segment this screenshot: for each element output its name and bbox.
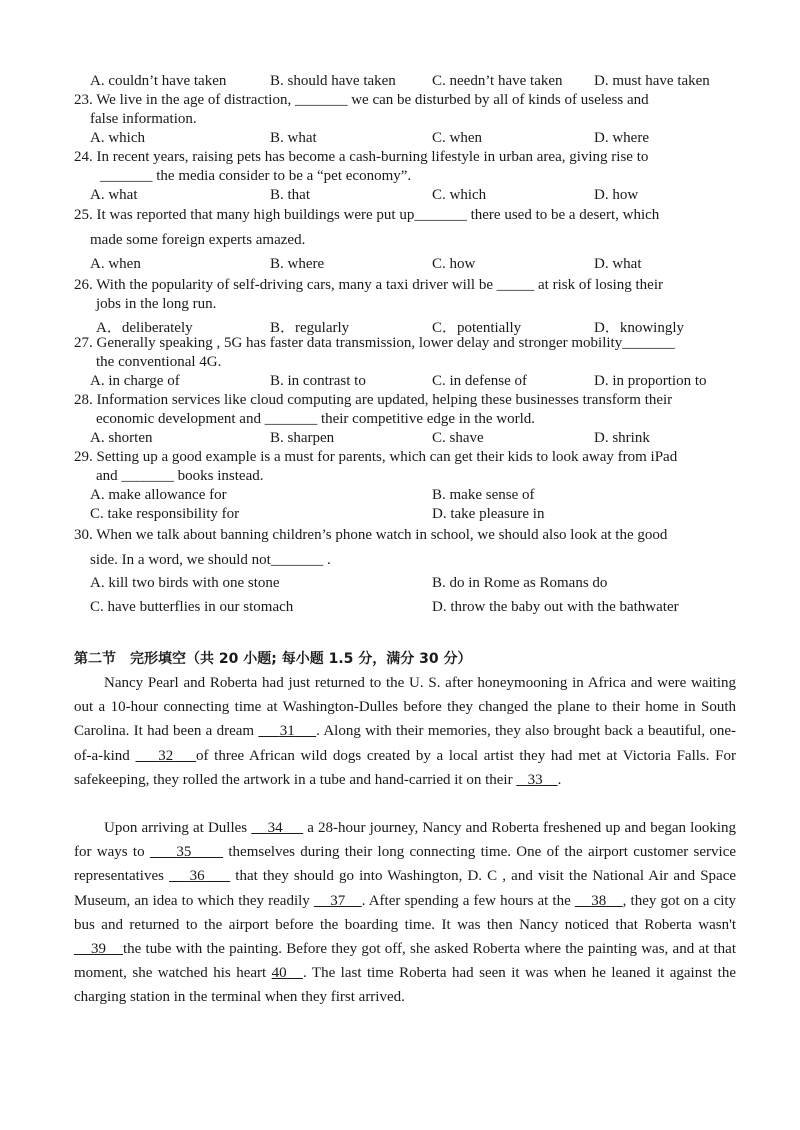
p2-text-2: a 28-hour journey, Nancy and Roberta freshened up and began looking for ways to bbox=[74, 820, 736, 861]
q25-option-b[interactable]: B. where bbox=[270, 256, 325, 272]
q26-option-a[interactable]: A．deliberately bbox=[96, 320, 193, 336]
q30-option-a[interactable]: A. kill two birds with one stone bbox=[90, 575, 280, 591]
p2-text-3: themselves during their long connecting time. One of the airport customer service representatives bbox=[74, 844, 737, 885]
q22-option-a[interactable]: A. couldn’t have taken bbox=[90, 73, 227, 89]
q25-stem-line1: 25. It was reported that many high buildings were put up_______ there used to be a desert, which bbox=[74, 207, 660, 223]
q25-option-c[interactable]: C. how bbox=[432, 256, 476, 272]
p2-text-4: that they should go into Washington, D. C , and visit the National Air and Space Museum, an idea to which they readily bbox=[74, 868, 737, 909]
p2-text-8: . The last time Roberta had seen it was when he leaned it against the charging station in the terminal when they first arrived. bbox=[74, 965, 736, 1006]
p1-text-3: of three African wild dogs created by a local artist they had met at Victoria Falls. For safekeeping, they rolled the artwork in a tube and hand-carried it on their bbox=[74, 747, 737, 788]
p2-text-7: the tube with the painting. Before they got off, she asked Roberta where the painting was, and at that moment, she watched his heart bbox=[74, 941, 737, 982]
p2-text-5: . After spending a few hours at the bbox=[361, 892, 575, 909]
q23-option-d[interactable]: D. where bbox=[594, 130, 649, 146]
blank-31-number: 31 bbox=[279, 723, 295, 740]
p2-text-6: , they got on a city bus and returned to the airport before the boarding time. It was then Nancy noticed that Roberta wasn't bbox=[74, 892, 737, 933]
q29-option-b[interactable]: B. make sense of bbox=[432, 487, 535, 503]
q29-option-d[interactable]: D. take pleasure in bbox=[432, 506, 545, 522]
q27-option-c[interactable]: C. in defense of bbox=[432, 373, 527, 389]
q27-option-b[interactable]: B. in contrast to bbox=[270, 373, 366, 389]
q28-stem-line2: economic development and _______ their competitive edge in the world. bbox=[96, 411, 536, 427]
q26-stem-line1: 26. With the popularity of self-driving cars, many a taxi driver will be _____ at risk of losing their bbox=[74, 277, 663, 293]
blank-35[interactable] bbox=[150, 844, 223, 860]
blank-34[interactable] bbox=[251, 820, 303, 836]
q23-stem-line2: false information. bbox=[90, 111, 197, 127]
blank-36-number: 36 bbox=[189, 868, 205, 885]
q29-stem-line2: and _______ books instead. bbox=[96, 468, 264, 484]
q26-option-b[interactable]: B．regularly bbox=[270, 320, 350, 336]
q28-stem-line1: 28. Information services like cloud computing are updated, helping these businesses transform their bbox=[74, 392, 673, 408]
blank-40[interactable] bbox=[272, 965, 303, 981]
blank-32[interactable] bbox=[136, 748, 197, 764]
p1-text-4: . bbox=[557, 771, 562, 788]
q24-option-c[interactable]: C. which bbox=[432, 187, 487, 203]
blank-31[interactable] bbox=[258, 723, 316, 739]
q24-option-a[interactable]: A. what bbox=[90, 187, 138, 203]
q23-stem-line1: 23. We live in the age of distraction, _______ we can be disturbed by all of kinds of useless and bbox=[74, 92, 649, 108]
q25-stem-line2: made some foreign experts amazed. bbox=[90, 232, 306, 248]
blank-40-number: 40 bbox=[271, 965, 287, 982]
q26-stem-line2: jobs in the long run. bbox=[96, 296, 217, 312]
q28-option-d[interactable]: D. shrink bbox=[594, 430, 650, 446]
q28-option-b[interactable]: B. sharpen bbox=[270, 430, 335, 446]
q22-option-d[interactable]: D. must have taken bbox=[594, 73, 710, 89]
q29-option-c[interactable]: C. take responsibility for bbox=[90, 506, 240, 522]
blank-39[interactable] bbox=[74, 941, 123, 957]
q27-option-a[interactable]: A. in charge of bbox=[90, 373, 180, 389]
p1-text-1: Nancy Pearl and Roberta had just returned to the U. S. after honeymooning in Africa and were waiting out a 10-hour connecting time at Washington-Dulles before they changed the plane to their home in South Carolina. It had been a dream bbox=[74, 675, 736, 740]
q30-option-b[interactable]: B. do in Rome as Romans do bbox=[432, 575, 608, 591]
blank-33-number: 33 bbox=[527, 771, 543, 788]
blank-39-number: 39 bbox=[90, 941, 106, 958]
q24-option-b[interactable]: B. that bbox=[270, 187, 310, 203]
q29-option-a[interactable]: A. make allowance for bbox=[90, 487, 227, 503]
q29-stem-line1: 29. Setting up a good example is a must for parents, which can get their kids to look away from iPad bbox=[74, 449, 678, 465]
q23-option-c[interactable]: C. when bbox=[432, 130, 482, 146]
q27-option-d[interactable]: D. in proportion to bbox=[594, 373, 707, 389]
q22-option-c[interactable]: C. needn’t have taken bbox=[432, 73, 563, 89]
blank-35-number: 35 bbox=[176, 844, 192, 861]
passage-paragraph-2 bbox=[74, 816, 736, 1010]
p1-text-2: . Along with their memories, they also brought back a beautiful, one-of-a-kind bbox=[74, 723, 736, 764]
blank-36[interactable] bbox=[169, 868, 230, 884]
blank-34-number: 34 bbox=[267, 820, 283, 836]
blank-33[interactable] bbox=[516, 772, 557, 788]
q25-option-d[interactable]: D. what bbox=[594, 256, 642, 272]
q22-option-b[interactable]: B. should have taken bbox=[270, 73, 396, 89]
q24-stem-line2: _______ the media consider to be a “pet economy”. bbox=[100, 168, 412, 184]
q24-option-d[interactable]: D. how bbox=[594, 187, 639, 203]
q30-stem-line2: side. In a word, we should not_______ . bbox=[90, 552, 331, 568]
q30-option-c[interactable]: C. have butterflies in our stomach bbox=[90, 599, 294, 615]
blank-32-number: 32 bbox=[158, 747, 174, 764]
section-heading: 第二节 完形填空（共 20 小题; 每小题 1.5 分，满分 30 分） bbox=[74, 651, 472, 667]
blank-38[interactable] bbox=[575, 893, 623, 909]
q27-stem-line2: the conventional 4G. bbox=[96, 354, 222, 370]
q23-option-a[interactable]: A. which bbox=[90, 130, 145, 146]
blank-38-number: 38 bbox=[591, 892, 607, 909]
q27-stem-line1: 27. Generally speaking , 5G has faster data transmission, lower delay and stronger mobility_______ bbox=[74, 335, 675, 351]
q26-option-c[interactable]: C．potentially bbox=[432, 320, 522, 336]
q23-option-b[interactable]: B. what bbox=[270, 130, 317, 146]
q24-stem-line1: 24. In recent years, raising pets has become a cash-burning lifestyle in urban area, giving rise to bbox=[74, 149, 649, 165]
q26-option-d[interactable]: D．knowingly bbox=[594, 320, 685, 336]
blank-37[interactable] bbox=[314, 893, 362, 909]
blank-37-number: 37 bbox=[330, 892, 346, 909]
q28-option-c[interactable]: C. shave bbox=[432, 430, 484, 446]
q25-option-a[interactable]: A. when bbox=[90, 256, 141, 272]
p2-text-1: Upon arriving at Dulles bbox=[104, 820, 252, 836]
q28-option-a[interactable]: A. shorten bbox=[90, 430, 153, 446]
q30-option-d[interactable]: D. throw the baby out with the bathwater bbox=[432, 599, 679, 615]
q30-stem-line1: 30. When we talk about banning children’s phone watch in school, we should also look at the good bbox=[74, 527, 668, 543]
passage-paragraph-1 bbox=[74, 671, 736, 792]
